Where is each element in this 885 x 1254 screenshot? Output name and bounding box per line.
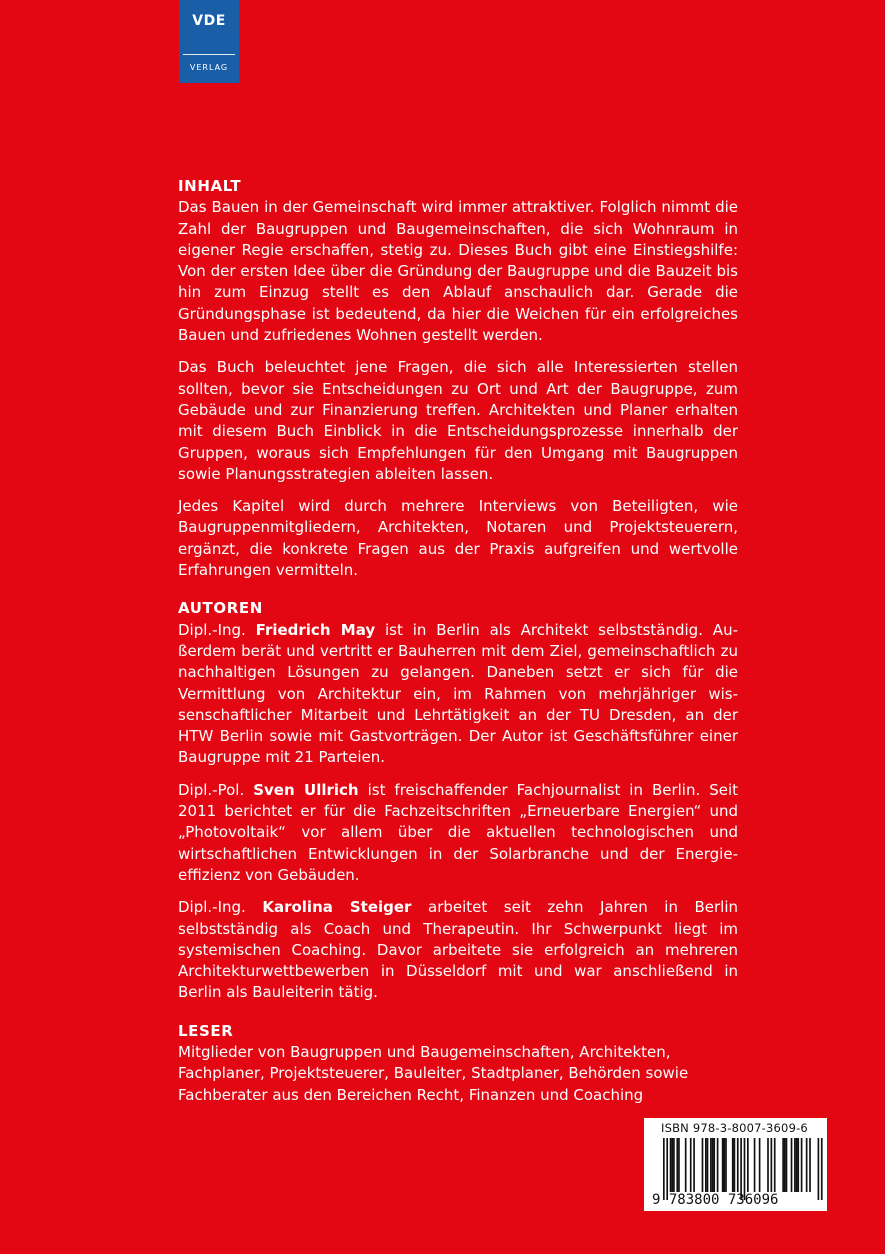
- inhalt-paragraph: Jedes Kapitel wird durch mehrere Interviews von Beteiligten, wie Baugruppenmitgliedern, Architekten, Notaren und Projektsteuerern, ergänzt, die konkrete Fragen aus der Praxis aufgreifen und wertvolle Erfahrungen vermitteln.: [178, 497, 738, 580]
- logo-divider: [183, 54, 235, 55]
- heading-inhalt: INHALT: [178, 177, 242, 195]
- author-bio-text: arbeitet seit zehn Jahren in Berlin selbstständig als Coach und Therapeutin. Ihr Schwerpunkt liegt im systemischen Coaching. Davor arbeitete sie erfolgreich an mehreren Architekturwettbewerben in Düsseldorf mit und war anschließend in Berlin als Bauleiterin tätig.: [178, 898, 739, 1002]
- barcode-bar: [702, 1138, 704, 1192]
- logo-brand: VDE: [192, 13, 226, 29]
- barcode-bar: [737, 1138, 739, 1192]
- barcode-bar: [791, 1138, 793, 1192]
- author-bio-text: ist in Berlin als Architekt selbstständig. Außerdem berät und vertritt er Bauherren mit dem Ziel, gemeinschaftlich zu nachhaltigen Lösungen zu gelangen. Daneben setzt er sich für die Vermittlung von Architektur ein, im Rahmen von mehrjähriger wissenschaftlicher Mitarbeit und Lehrtätigkeit an der TU Dresden, an der HTW Berlin sowie mit Gastvorträgen. Der Autor ist Geschäftsführer einer Baugruppe mit 21 Parteien.: [178, 620, 739, 767]
- barcode-bar: [744, 1138, 746, 1200]
- barcode-bar: [809, 1138, 811, 1192]
- heading-autoren: AUTOREN: [178, 599, 263, 618]
- barcode-bar: [712, 1138, 714, 1192]
- barcode-bar: [713, 1138, 715, 1192]
- barcode-bar: [670, 1138, 672, 1192]
- isbn-barcode: [644, 1118, 827, 1211]
- vde-verlag-logo: [179, 0, 239, 83]
- barcode-bar: [821, 1138, 823, 1200]
- logo-subtitle: VERLAG: [189, 63, 229, 72]
- barcode-digits: 9 783800 736096: [652, 1192, 779, 1208]
- barcode-bar: [818, 1138, 820, 1200]
- section-leser: [178, 1021, 738, 1106]
- author-bio: [178, 620, 738, 769]
- author-title: Dipl.-Ing.: [178, 898, 263, 917]
- barcode-bar: [759, 1138, 761, 1192]
- barcode-bar: [774, 1138, 776, 1192]
- isbn-label: ISBN 978-3-8007-3609-6: [661, 1121, 808, 1135]
- leser-text: Mitglieder von Baugruppen und Baugemeinschaften, Architekten, Fachplaner, Projektsteuerer, Bauleiter, Stadtplaner, Behörden sowie Fachberater aus den Bereichen Recht, Finanzen und Coaching: [178, 1042, 689, 1104]
- author-bio: [178, 897, 738, 1003]
- author-title: Dipl.-Pol.: [178, 780, 254, 799]
- barcode-bar: [725, 1138, 727, 1192]
- barcode-bar: [710, 1138, 712, 1192]
- barcode-bar: [678, 1138, 680, 1192]
- barcode-bar: [676, 1138, 678, 1192]
- barcode-bar: [754, 1138, 756, 1192]
- barcode-bar: [767, 1138, 769, 1192]
- author-bio: [178, 780, 738, 886]
- barcode-bar: [794, 1138, 796, 1192]
- barcode-bar: [797, 1138, 799, 1192]
- section-autoren: [178, 598, 738, 1003]
- barcode-bar: [734, 1138, 736, 1192]
- barcode-bar: [801, 1138, 803, 1192]
- barcode-bar: [717, 1138, 719, 1192]
- author-name: Sven Ullrich: [253, 780, 359, 799]
- barcode-bar: [723, 1138, 725, 1192]
- barcode-bar: [782, 1138, 784, 1192]
- barcode-bar: [685, 1138, 687, 1192]
- barcode-bar: [796, 1138, 798, 1192]
- heading-leser: LESER: [178, 1021, 234, 1040]
- barcode-bar: [732, 1138, 734, 1192]
- inhalt-paragraph: Das Buch beleuchtet jene Fragen, die sich alle Interessierten stellen sollten, bevor sie Entscheidungen zu Ort und Art der Baugruppe, zum Gebäude und zur Finanzierung treffen. Architekten und Planer erhalten mit diesem Buch Einblick in die Entscheidungsprozesse innerhalb der Gruppen, woraus sich Empfehlungen für den Umgang mit Baugruppen sowie Planungsstrategien ableiten lassen.: [178, 358, 738, 483]
- author-bio-text: ist freischaffender Fachjournalist in Berlin. Seit 2011 berichtet er für die Fachzeitschriften „Erneuerbare Energien“ und „Photovoltaik“ vor allem über die aktuellen technologischen und wirtschaftlichen Entwicklungen in der Solarbranche und der Energieeffizienz von Gebäuden.: [178, 780, 739, 884]
- barcode-bar: [666, 1138, 668, 1200]
- author-title: Dipl.-Ing.: [178, 620, 256, 639]
- section-inhalt: [178, 176, 738, 581]
- author-name: Karolina Steiger: [262, 898, 412, 917]
- barcode-bar: [722, 1138, 724, 1192]
- inhalt-paragraph: Das Bauen in der Gemeinschaft wird immer attraktiver. Folglich nimmt die Zahl der Baugruppen und Baugemeinschaften, die sich Wohnraum in eigener Regie erschaffen, stetig zu. Dieses Buch gibt eine Einstiegshilfe: Von der ersten Idee über die Gründung der Baugruppe und die Bauzeit bis hin zum Einzug stellt es den Ablauf anschaulich dar. Gerade die Gründungsphase ist bedeutend, da hier die Weichen für ein erfolgreiches Bauen und zufriedenes Wohnen gestellt werden.: [178, 198, 738, 345]
- barcode-bar: [673, 1138, 675, 1192]
- barcode-bar: [690, 1138, 692, 1192]
- barcode-bar: [786, 1138, 788, 1192]
- barcode-bar: [784, 1138, 786, 1192]
- barcode-bar: [707, 1138, 709, 1192]
- barcode-bar: [705, 1138, 707, 1192]
- barcode-bar: [747, 1138, 749, 1192]
- barcode-bar: [663, 1138, 665, 1200]
- barcode-bar: [806, 1138, 808, 1192]
- barcode-bar: [671, 1138, 673, 1192]
- author-name: Friedrich May: [255, 620, 376, 639]
- barcode-bar: [771, 1138, 773, 1192]
- barcode-bar: [693, 1138, 695, 1192]
- back-cover-text: [178, 176, 738, 1123]
- barcode-bar: [740, 1138, 742, 1200]
